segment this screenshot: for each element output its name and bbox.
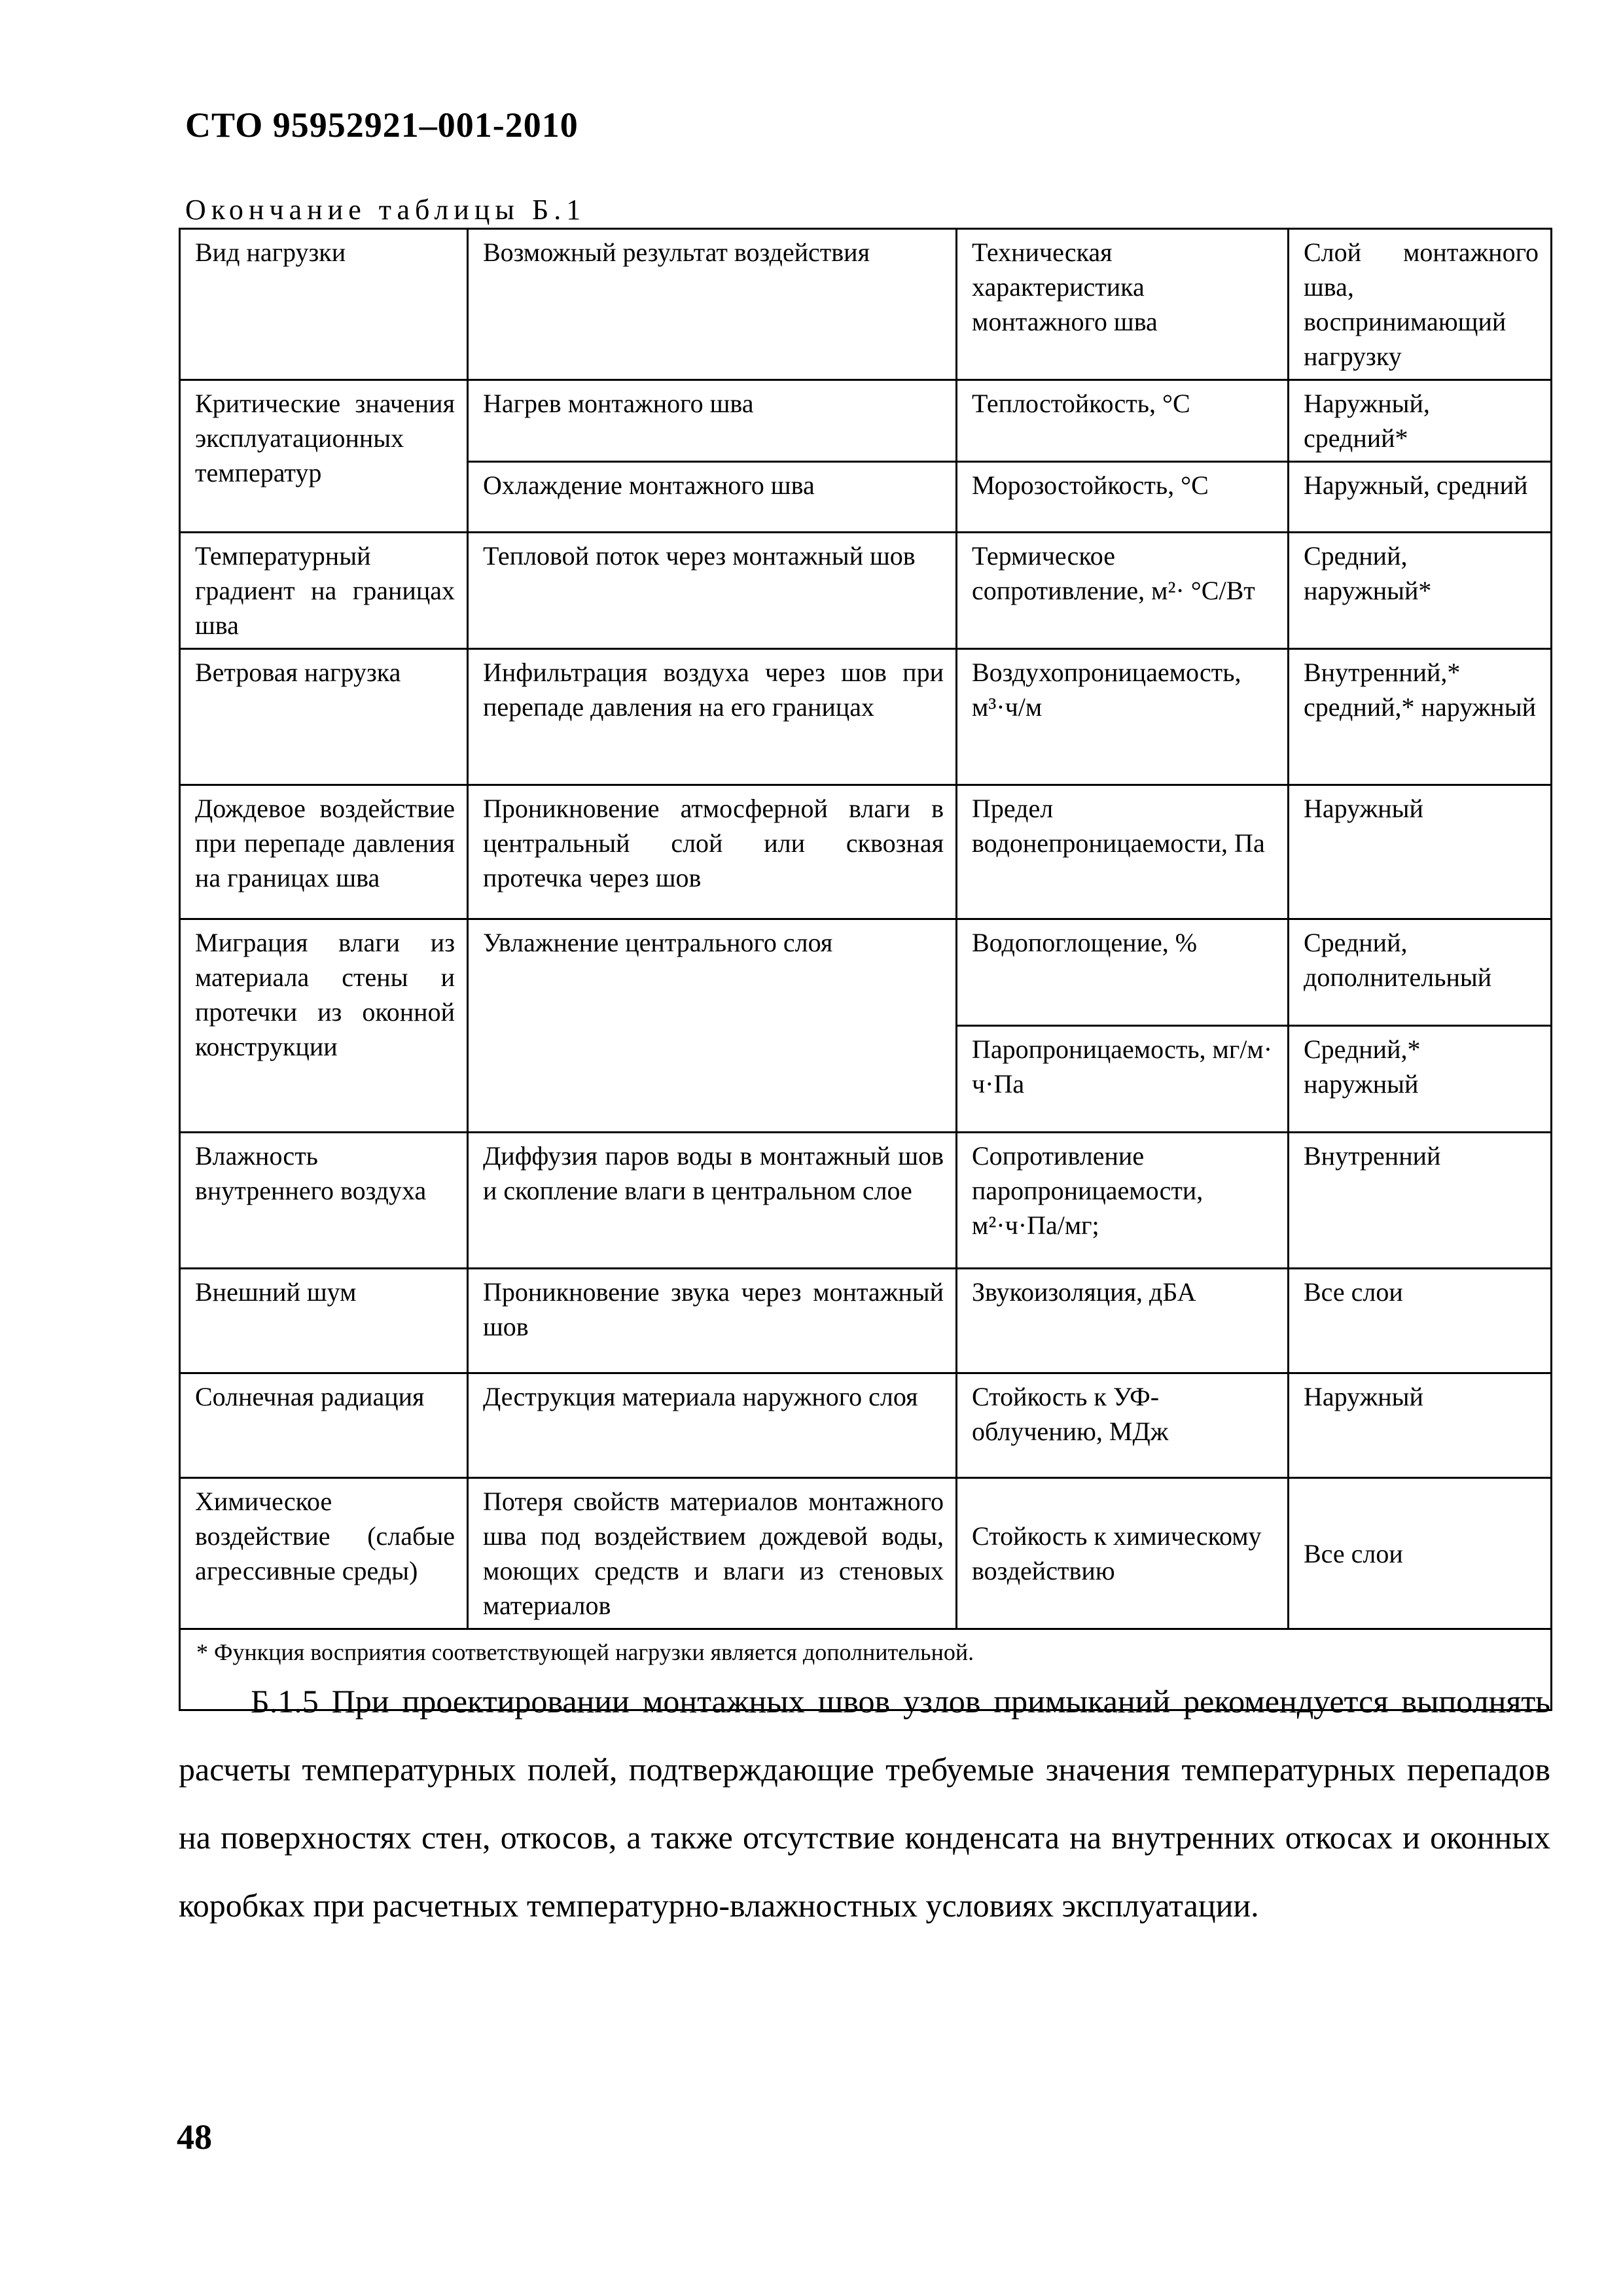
body-paragraph: Б.1.5 При проектировании монтажных швов узлов примыканий рекомендуется выполнять расчеты температурных полей, подтверждающие требуемые значения температурных перепадов на поверхностях стен, откосов, а также отсутствие конденсата на внутренних откосах и оконных коробках при расчетных температурно-влажностных условиях эксплуатации.: [179, 1683, 1550, 1924]
load-cell: Внешний шум: [180, 1269, 468, 1373]
layer-cell: Все слои: [1289, 1478, 1552, 1629]
table-row: [180, 919, 1552, 1026]
column-header-effect: Возможный результат воздействия: [468, 229, 957, 380]
table-b1: [179, 228, 1550, 1711]
characteristic-cell: Звукоизоляция, дБА: [957, 1269, 1289, 1373]
effect-cell: Потеря свойств материалов монтажного шва под воздействием дождевой воды, моющих средств и влаги из стеновых материалов: [468, 1478, 957, 1629]
load-cell: Критические значения эксплуатационных температур: [180, 380, 468, 533]
characteristic-cell: Стойкость к химическому воздействию: [957, 1478, 1289, 1629]
effect-cell: Охлаждение монтажного шва: [468, 462, 957, 533]
effect-cell: Диффузия паров воды в монтажный шов и скопление влаги в центральном слое: [468, 1133, 957, 1269]
table-row: [180, 1269, 1552, 1373]
load-cell: Дождевое воздействие при перепаде давления на границах шва: [180, 785, 468, 919]
characteristic-cell: Воздухопроницаемость, м³·ч/м: [957, 649, 1289, 785]
table-row: [180, 1478, 1552, 1629]
characteristic-cell: Сопротивление паропроницаемости, м²·ч·Па/мг;: [957, 1133, 1289, 1269]
load-cell: Ветровая нагрузка: [180, 649, 468, 785]
load-cell: Влажность внутреннего воздуха: [180, 1133, 468, 1269]
table-row: [180, 785, 1552, 919]
body-paragraph-container: [179, 1667, 1550, 1939]
effect-cell: Инфильтрация воздуха через шов при перепаде давления на его границах: [468, 649, 957, 785]
layer-cell: Средний,* наружный: [1289, 1026, 1552, 1133]
document-code: СТО 95952921–001-2010: [185, 105, 579, 145]
load-cell: Миграция влаги из материала стены и протечки из оконной конструкции: [180, 919, 468, 1133]
effect-cell: Нагрев монтажного шва: [468, 380, 957, 462]
page-number: 48: [177, 2117, 212, 2157]
characteristic-cell: Теплостойкость, °С: [957, 380, 1289, 462]
load-cell: Химическое воздействие (слабые агрессивные среды): [180, 1478, 468, 1629]
characteristic-cell: Предел водонепроницаемости, Па: [957, 785, 1289, 919]
effect-cell: Деструкция материала наружного слоя: [468, 1373, 957, 1478]
characteristic-cell: Стойкость к УФ-облучению, МДж: [957, 1373, 1289, 1478]
effect-cell: Проникновение атмосферной влаги в центральный слой или сквозная протечка через шов: [468, 785, 957, 919]
characteristic-cell: Термическое сопротивление, м²· °С/Вт: [957, 533, 1289, 649]
layer-cell: Средний, дополнительный: [1289, 919, 1552, 1026]
layer-cell: Наружный: [1289, 1373, 1552, 1478]
table-caption: Окончание таблицы Б.1: [185, 194, 586, 226]
layer-cell: Наружный: [1289, 785, 1552, 919]
effect-cell: Проникновение звука через монтажный шов: [468, 1269, 957, 1373]
layer-cell: Внутренний: [1289, 1133, 1552, 1269]
column-header-load: Вид нагрузки: [180, 229, 468, 380]
effect-cell: Увлажнение центрального слоя: [468, 919, 957, 1133]
column-header-layer: Слой монтажного шва, воспринимающий нагрузку: [1289, 229, 1552, 380]
column-header-characteristic: Техническая характеристика монтажного шва: [957, 229, 1289, 380]
table-row: [180, 533, 1552, 649]
table-footnote: * Функция восприятия соответствующей нагрузки является дополнительной.: [180, 1629, 1552, 1710]
loads-table: [179, 228, 1552, 1711]
table-row: [180, 649, 1552, 785]
layer-cell: Средний, наружный*: [1289, 533, 1552, 649]
load-cell: Температурный градиент на границах шва: [180, 533, 468, 649]
layer-cell: Наружный, средний*: [1289, 380, 1552, 462]
table-row: [180, 1373, 1552, 1478]
characteristic-cell: Морозостойкость, °С: [957, 462, 1289, 533]
characteristic-cell: Паропроницаемость, мг/м· ч·Па: [957, 1026, 1289, 1133]
layer-cell: Все слои: [1289, 1269, 1552, 1373]
effect-cell: Тепловой поток через монтажный шов: [468, 533, 957, 649]
table-row: [180, 1133, 1552, 1269]
layer-cell: Наружный, средний: [1289, 462, 1552, 533]
table-header-row: [180, 229, 1552, 380]
table-row: [180, 380, 1552, 462]
layer-cell: Внутренний,* средний,* наружный: [1289, 649, 1552, 785]
load-cell: Солнечная радиация: [180, 1373, 468, 1478]
characteristic-cell: Водопоглощение, %: [957, 919, 1289, 1026]
